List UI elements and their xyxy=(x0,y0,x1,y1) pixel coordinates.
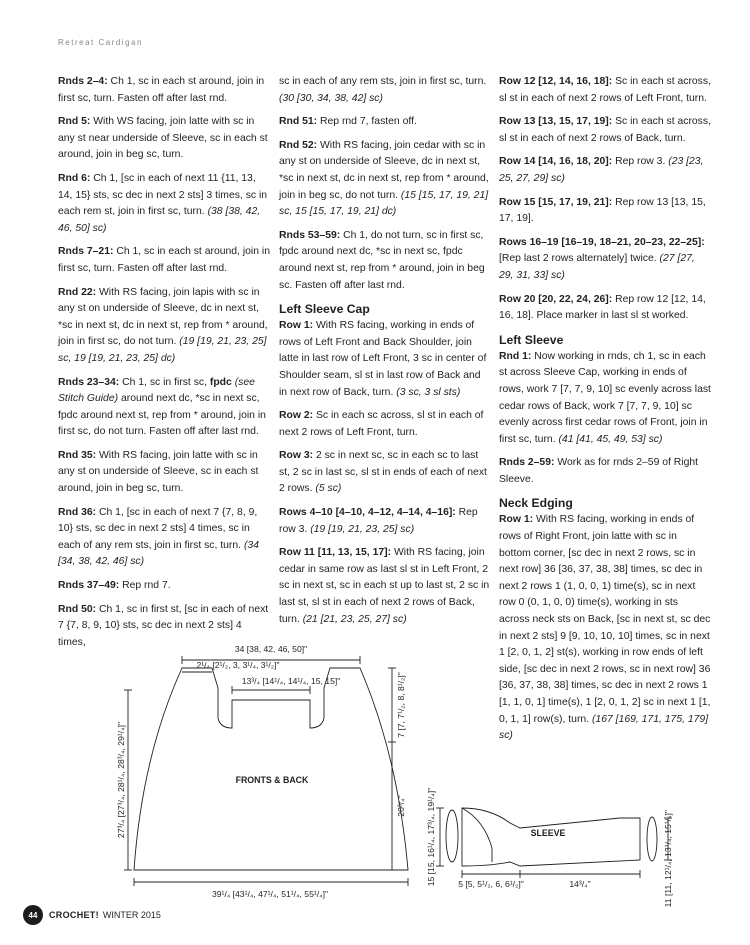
stitch-count: (30 [30, 34, 38, 42] sc) xyxy=(279,92,383,104)
instruction-label: Rnd 52: xyxy=(279,139,318,151)
instruction-label: Rnd 22: xyxy=(58,286,97,298)
stitch-count: (41 [41, 45, 49, 53] sc) xyxy=(558,433,663,445)
dim-armhole: 7 [7, 7¹/₂, 8, 8¹/₂]" xyxy=(396,672,406,738)
instruction-text: Sc in each st across, sl st in each of next 2 rows of Back, turn. xyxy=(499,116,711,144)
instruction-label: Rnd 50: xyxy=(58,603,97,615)
instruction-text: With WS facing, join latte with sc in any st near underside of Sleeve, sc in each st around, join in beg sc, turn. xyxy=(58,116,268,161)
instruction-label: Rnds 2–59: xyxy=(499,457,555,469)
instruction-text: With RS facing, join lapis with sc in any st on underside of Sleeve, dc in next st, *sc in next st, dc in next st, rep from * around, join in first sc, do not turn. xyxy=(58,286,268,348)
instruction-text: Rep row 13 [13, 15, 17, 19]. xyxy=(499,196,706,225)
stitch-count: (19 [19, 21, 23, 25] sc) xyxy=(310,523,415,535)
stitch-count: (19 [19, 21, 23, 25] sc, 19 [19, 21, 23, 25] dc) xyxy=(58,336,267,364)
stitch-count: (34 [34, 38, 42, 46] sc) xyxy=(58,539,259,568)
instruction-text: Ch 1, sc in each st around, join in first sc, turn. Fasten off after last rnd. xyxy=(58,76,265,104)
instruction-label: Row 20 [20, 22, 24, 26]: xyxy=(499,293,613,305)
instruction-label: Rnds 53–59: xyxy=(279,229,341,241)
instruction-text: Work as for rnds 2–59 of Right Sleeve. xyxy=(499,457,699,485)
instruction-text: Now working in rnds, ch 1, sc in each st across Sleeve Cap, working in ends of rows, work 7 [7, 7, 9, 10] sc evenly across last cedar rows of Back, work 7 [7, 7, 9, 10] sc evenly across first cedar rows of Front, join in first sc, turn. xyxy=(499,350,711,445)
instruction-text: With RS facing, join cedar in same row as last sl st in Left Front, 2 sc in next st, sc in each st up to last st, 2 sc in last st, sl st in each of next 2 rows of Back, turn. xyxy=(279,547,490,625)
instruction-text: Ch 1, [sc in each of next 7 {7, 8, 9, 10} sts, sc dec in next 2 sts] 4 times, sc in each of any rem sts, join in first sc, turn. xyxy=(58,506,258,551)
instruction-label: Rnds 37–49: xyxy=(58,580,120,592)
stitch-count: (27 [27, 29, 31, 33] sc) xyxy=(499,253,695,281)
instruction-text: Ch 1, sc in first sc, xyxy=(119,376,210,388)
section-heading: Left Sleeve Cap xyxy=(279,302,370,317)
stitch-count: (21 [21, 23, 25, 27] sc) xyxy=(302,613,407,625)
instruction-label: Rnd 5: xyxy=(58,116,91,128)
instruction-note: (see Stitch Guide) xyxy=(58,376,255,405)
instruction-label: Row 3: xyxy=(279,450,314,462)
instruction-label: Row 15 [15, 17, 19, 21]: xyxy=(499,196,613,208)
instruction-text: Sc in each sc across, sl st in each of next 2 rows of Left Front, turn. xyxy=(279,410,484,438)
stitch-count: (167 [169, 171, 175, 179] sc) xyxy=(499,713,709,742)
fronts-back-shape xyxy=(134,668,408,870)
instruction-text: around next dc, *sc in next sc, fpdc around next st, rep from * around, join in first sc, do not turn. Fasten off after last rnd. xyxy=(58,393,266,438)
instruction-text: Rep rnd 7, fasten off. xyxy=(317,116,417,128)
dim-sleeve-length: 14³/₄" xyxy=(569,879,591,889)
page-footer xyxy=(23,904,161,926)
stitch-count: (38 [38, 42, 46, 50] sc) xyxy=(58,206,261,234)
instruction-label: Row 2: xyxy=(279,410,314,422)
instruction-text: 2 sc in next sc, sc in each sc to last st, 2 sc in last sc, sl st in ends of each of next 2 rows. xyxy=(279,450,487,495)
instruction-label: Rnds 2–4: xyxy=(58,76,108,87)
instruction-text: sc in each of any rem sts, join in first sc, turn. xyxy=(279,76,487,87)
dim-total-length: 27³/₄ [27³/₄, 28¹/₄, 28³/₄, 29¹/₄]" xyxy=(116,721,126,839)
section-heading: Left Sleeve xyxy=(499,332,564,347)
instruction-label: Row 12 [12, 14, 16, 18]: xyxy=(499,76,613,87)
dim-sleeve-cuff: 11 [11, 12¹/₄, 13¹/₄, 15¹/₄]" xyxy=(663,810,673,908)
sleeve-cap-ellipse xyxy=(446,810,458,862)
instruction-label: Row 1: xyxy=(279,320,314,332)
instruction-label: Rnd 35: xyxy=(58,449,97,461)
instruction-text: With RS facing, join cedar with sc in any st on underside of Sleeve, dc in next st, *sc in next st, dc in next st, rep from * around, join in beg sc, do not turn. xyxy=(279,139,489,201)
instruction-text: With RS facing, working in ends of rows of Left Front and Back Shoulder, join latte in last row of Left Front, 3 sc in center of Shoulder seam, sl st in last row of Back and in next row of Back, turn. xyxy=(279,320,487,398)
instruction-label: Rnd 36: xyxy=(58,506,97,518)
dim-neck: 13³/₄ [14¹/₄, 14¹/₄, 15, 15]" xyxy=(241,676,341,686)
instruction-label: Rnd 51: xyxy=(279,116,318,128)
instruction-text: With RS facing, join latte with sc in any st on underside of Sleeve, sc in each st around, join in beg sc, turn. xyxy=(58,449,259,495)
dim-width-top: 34 [38, 42, 46, 50]" xyxy=(234,644,308,654)
instruction-label: Rows 16–19 [16–19, 18–21, 20–23, 22–25]: xyxy=(499,236,705,248)
instruction-label: Rows 4–10 [4–10, 4–12, 4–14, 4–16]: xyxy=(279,507,456,519)
instruction-text: Ch 1, sc in each st around, join in first sc, turn. Fasten off after last rnd. xyxy=(58,246,270,274)
instruction-text: Rep row 3. xyxy=(612,156,669,168)
instruction-label: Rnd 1: xyxy=(499,350,532,362)
instruction-text: Ch 1, sc in first st, [sc in each of next 7 {7, 8, 9, 10} sts, sc dec in next 2 sts] 4 times, xyxy=(58,603,269,648)
dim-hem-width: 39¹/₄ [43¹/₄, 47¹/₄, 51¹/₄, 55¹/₄]" xyxy=(211,889,329,899)
sleeve-label: SLEEVE xyxy=(530,828,566,838)
stitch-count: (23 [23, 25, 27, 29] sc) xyxy=(499,156,704,184)
dim-shoulder: 2¹/₄ [2¹/₂, 3, 3¹/₄, 3¹/₂]" xyxy=(196,660,280,670)
dim-body-length: 20³/₄" xyxy=(396,795,406,817)
magazine-name: CROCHET! xyxy=(49,910,99,920)
instruction-label: Rnds 23–34: xyxy=(58,376,120,388)
sleeve-cuff-ellipse xyxy=(647,817,657,861)
instruction-text: Ch 1, do not turn, sc in first sc, fpdc around next dc, *sc in next sc, fpdc around next st, rep from * around, join in beg sc. Fasten off after last rnd. xyxy=(279,229,485,291)
section-heading: Neck Edging xyxy=(499,496,573,511)
stitch-count: (3 sc, 3 sl sts) xyxy=(396,386,461,398)
issue-name: WINTER 2015 xyxy=(102,910,161,920)
instruction-label: Rnd 6: xyxy=(58,172,91,184)
stitch-count: (5 sc) xyxy=(315,483,342,495)
page-number: 44 xyxy=(23,905,43,925)
dim-sleeve-top: 15 [15, 16¹/₄, 17³/₄, 19¹/₄]" xyxy=(426,787,436,887)
instruction-label: Row 14 [14, 16, 18, 20]: xyxy=(499,156,613,168)
instruction-text: Rep rnd 7. xyxy=(119,580,171,592)
instruction-label: Row 11 [11, 13, 15, 17]: xyxy=(279,547,392,559)
instruction-text: Rep row 12 [12, 14, 16, 18]. Place marker in last sl st worked. xyxy=(499,293,706,322)
instruction-text: Ch 1, [sc in each of next 11 {11, 13, 14, 15} sts, sc dec in next 2 sts] 3 times, sc in each rem st, join in first sc, turn. xyxy=(58,172,268,218)
instruction-label: Row 13 [13, 15, 17, 19]: xyxy=(499,116,613,128)
instruction-label: Row 1: xyxy=(499,514,534,526)
instruction-text: [Rep last 2 rows alternately] twice. xyxy=(499,253,660,265)
stitch-count: (15 [15, 17, 19, 21] sc, 15 [15, 17, 19, 21] dc) xyxy=(279,189,489,218)
dim-sleeve-cap: 5 [5, 5¹/₂, 6, 6¹/₂]" xyxy=(458,879,524,889)
instruction-term: fpdc xyxy=(209,376,232,388)
instruction-text: With RS facing, working in ends of rows of Right Front, join latte with sc in bottom corner, [sc dec in next 2 rows, sc in next row] 36 [36, 37, 38, 38] times, sc dec in next 2 rows 1 (1, 0, 0, 1) time(s), sc in next row 0 (0, 1, 0, 0) time(s), working in sts across neck sts on Back, [sc in next st, sc dec in next 2 sts] 9 [9, 10, 10, 10] times, sc in next 1 [2, 0, 1, 2] st(s), working in row ends of left side, [sc dec in next 2 rows, sc in next row] 36 [36, 37, 38, 38] times, sc dec in next 2 rows 1 [1, 1, 0, 1] time(s), 1 [2, 0, 1, 2] sc in next 1 [1, 0, 1, 1] row(s), turn. xyxy=(499,514,711,725)
running-title: Retreat Cardigan xyxy=(58,38,143,47)
instruction-text: Sc in each st across, sl st in each of next 2 rows of Left Front, turn. xyxy=(499,76,711,104)
instruction-label: Rnds 7–21: xyxy=(58,246,114,258)
instruction-text: Rep row 3. xyxy=(279,507,478,535)
fronts-back-label: FRONTS & BACK xyxy=(235,775,309,785)
